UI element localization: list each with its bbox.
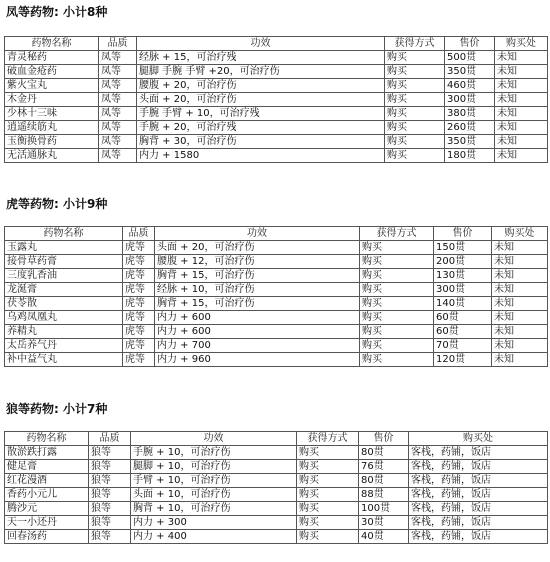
cell-effect: 内力 + 960 (155, 353, 360, 367)
cell-price: 300贯 (445, 93, 495, 107)
cell-price: 60贯 (434, 325, 492, 339)
column-header-method: 获得方式 (360, 227, 434, 241)
cell-price: 150贯 (434, 241, 492, 255)
column-header-quality: 品质 (123, 227, 155, 241)
table-row (5, 297, 548, 311)
cell-shop: 未知 (492, 269, 548, 283)
section-title: 虎等药物: 小计9种 (6, 197, 108, 211)
cell-name: 破血金疮药 (5, 65, 99, 79)
column-header-quality: 品质 (99, 37, 137, 51)
table-row (5, 93, 548, 107)
cell-shop: 未知 (495, 121, 548, 135)
cell-name: 逍遥续筋丸 (5, 121, 99, 135)
column-header-price: 售价 (434, 227, 492, 241)
table-row (5, 283, 548, 297)
cell-method: 购买 (360, 311, 434, 325)
table-hu (4, 226, 548, 367)
cell-quality: 狼等 (89, 502, 131, 516)
column-header-effect: 功效 (131, 432, 297, 446)
cell-quality: 虎等 (123, 269, 155, 283)
cell-price: 80贯 (359, 446, 409, 460)
cell-effect: 手臂 + 10，可治疗伤 (131, 474, 297, 488)
cell-price: 460贯 (445, 79, 495, 93)
cell-shop: 未知 (492, 241, 548, 255)
table-row (5, 530, 548, 544)
cell-shop: 未知 (492, 311, 548, 325)
table-header-row (5, 227, 548, 241)
cell-quality: 虎等 (123, 297, 155, 311)
cell-effect: 经脉 + 10，可治疗伤 (155, 283, 360, 297)
table-feng (4, 36, 548, 163)
cell-name: 三度乳香油 (5, 269, 123, 283)
cell-price: 130贯 (434, 269, 492, 283)
column-header-name: 药物名称 (5, 432, 89, 446)
cell-price: 76贯 (359, 460, 409, 474)
cell-shop: 未知 (492, 297, 548, 311)
cell-name: 木金丹 (5, 93, 99, 107)
cell-name: 太岳养气丹 (5, 339, 123, 353)
table-row (5, 488, 548, 502)
cell-effect: 头面 + 20，可治疗伤 (137, 93, 385, 107)
cell-price: 40贯 (359, 530, 409, 544)
cell-quality: 狼等 (89, 516, 131, 530)
cell-price: 500贯 (445, 51, 495, 65)
cell-method: 购买 (360, 283, 434, 297)
cell-name: 乌鸡凤凰丸 (5, 311, 123, 325)
cell-price: 70贯 (434, 339, 492, 353)
table-header-row (5, 37, 548, 51)
cell-name: 龙涎膏 (5, 283, 123, 297)
cell-price: 80贯 (359, 474, 409, 488)
cell-method: 购买 (360, 241, 434, 255)
cell-quality: 凤等 (99, 135, 137, 149)
cell-quality: 凤等 (99, 121, 137, 135)
cell-name: 养精丸 (5, 325, 123, 339)
cell-price: 100贯 (359, 502, 409, 516)
cell-method: 购买 (385, 79, 445, 93)
cell-name: 天一小还丹 (5, 516, 89, 530)
cell-shop: 客栈，药铺，饭店 (409, 516, 548, 530)
cell-price: 200贯 (434, 255, 492, 269)
cell-effect: 内力 + 700 (155, 339, 360, 353)
cell-shop: 未知 (495, 51, 548, 65)
cell-price: 180贯 (445, 149, 495, 163)
table-row (5, 107, 548, 121)
cell-effect: 胸背 + 15，可治疗伤 (155, 269, 360, 283)
column-header-shop: 购买处 (495, 37, 548, 51)
cell-method: 购买 (360, 269, 434, 283)
cell-method: 购买 (297, 502, 359, 516)
column-header-name: 药物名称 (5, 227, 123, 241)
cell-shop: 未知 (495, 149, 548, 163)
table-row (5, 353, 548, 367)
cell-effect: 内力 + 400 (131, 530, 297, 544)
cell-quality: 凤等 (99, 79, 137, 93)
cell-method: 购买 (360, 297, 434, 311)
table-header-row (5, 432, 548, 446)
table-row (5, 79, 548, 93)
table-row (5, 516, 548, 530)
cell-method: 购买 (297, 516, 359, 530)
cell-price: 30贯 (359, 516, 409, 530)
cell-price: 120贯 (434, 353, 492, 367)
cell-method: 购买 (360, 325, 434, 339)
cell-shop: 客栈，药铺，饭店 (409, 530, 548, 544)
cell-quality: 虎等 (123, 311, 155, 325)
cell-shop: 客栈，药铺，饭店 (409, 488, 548, 502)
cell-effect: 内力 + 1580 (137, 149, 385, 163)
table-lang (4, 431, 548, 544)
cell-shop: 未知 (492, 353, 548, 367)
column-header-effect: 功效 (155, 227, 360, 241)
cell-method: 购买 (360, 353, 434, 367)
cell-shop: 客栈，药铺，饭店 (409, 474, 548, 488)
cell-price: 140贯 (434, 297, 492, 311)
cell-name: 回春汤药 (5, 530, 89, 544)
cell-method: 购买 (297, 460, 359, 474)
table-row (5, 51, 548, 65)
cell-effect: 腰腹 + 20，可治疗伤 (137, 79, 385, 93)
cell-effect: 手腕 + 10，可治疗伤 (131, 446, 297, 460)
cell-quality: 狼等 (89, 460, 131, 474)
cell-quality: 虎等 (123, 283, 155, 297)
cell-shop: 未知 (495, 135, 548, 149)
cell-method: 购买 (385, 65, 445, 79)
column-header-effect: 功效 (137, 37, 385, 51)
cell-name: 红花漫酒 (5, 474, 89, 488)
column-header-shop: 购买处 (409, 432, 548, 446)
cell-effect: 手腕 手臂 + 10，可治疗残 (137, 107, 385, 121)
table-row (5, 460, 548, 474)
table-row (5, 121, 548, 135)
cell-effect: 胸背 + 30，可治疗伤 (137, 135, 385, 149)
cell-effect: 胸背 + 10，可治疗伤 (131, 502, 297, 516)
cell-shop: 客栈，药铺，饭店 (409, 460, 548, 474)
cell-quality: 凤等 (99, 107, 137, 121)
cell-method: 购买 (385, 135, 445, 149)
table-row (5, 325, 548, 339)
table-row (5, 269, 548, 283)
cell-method: 购买 (385, 107, 445, 121)
cell-method: 购买 (385, 121, 445, 135)
cell-method: 购买 (385, 93, 445, 107)
table-row (5, 65, 548, 79)
cell-method: 购买 (385, 149, 445, 163)
cell-method: 购买 (360, 339, 434, 353)
cell-quality: 凤等 (99, 65, 137, 79)
cell-shop: 客栈，药铺，饭店 (409, 502, 548, 516)
cell-method: 购买 (297, 530, 359, 544)
cell-name: 香药小元儿 (5, 488, 89, 502)
cell-method: 购买 (297, 488, 359, 502)
cell-shop: 未知 (495, 65, 548, 79)
cell-name: 少林十三味 (5, 107, 99, 121)
cell-quality: 狼等 (89, 474, 131, 488)
table-row (5, 149, 548, 163)
table-row (5, 446, 548, 460)
cell-quality: 凤等 (99, 93, 137, 107)
cell-quality: 狼等 (89, 488, 131, 502)
cell-method: 购买 (360, 255, 434, 269)
cell-name: 接骨草药膏 (5, 255, 123, 269)
cell-quality: 虎等 (123, 353, 155, 367)
cell-price: 88贯 (359, 488, 409, 502)
table-row (5, 255, 548, 269)
cell-effect: 腿脚 + 10，可治疗伤 (131, 460, 297, 474)
cell-name: 紫火宝丸 (5, 79, 99, 93)
cell-quality: 凤等 (99, 149, 137, 163)
cell-name: 散淤跌打露 (5, 446, 89, 460)
cell-shop: 客栈，药铺，饭店 (409, 446, 548, 460)
column-header-price: 售价 (359, 432, 409, 446)
cell-effect: 内力 + 600 (155, 325, 360, 339)
column-header-quality: 品质 (89, 432, 131, 446)
column-header-price: 售价 (445, 37, 495, 51)
cell-name: 玉衡换骨药 (5, 135, 99, 149)
section-title: 狼等药物: 小计7种 (6, 402, 108, 416)
cell-effect: 头面 + 20，可治疗伤 (155, 241, 360, 255)
cell-method: 购买 (297, 446, 359, 460)
cell-shop: 未知 (495, 107, 548, 121)
cell-shop: 未知 (495, 93, 548, 107)
cell-method: 购买 (297, 474, 359, 488)
cell-price: 300贯 (434, 283, 492, 297)
cell-price: 380贯 (445, 107, 495, 121)
cell-quality: 虎等 (123, 255, 155, 269)
table-row (5, 502, 548, 516)
cell-shop: 未知 (495, 79, 548, 93)
cell-effect: 胸背 + 15，可治疗伤 (155, 297, 360, 311)
cell-effect: 腿脚 手腕 手臂 +20，可治疗伤 (137, 65, 385, 79)
cell-quality: 虎等 (123, 339, 155, 353)
cell-price: 60贯 (434, 311, 492, 325)
cell-price: 350贯 (445, 135, 495, 149)
section-title: 凤等药物: 小计8种 (6, 5, 108, 19)
cell-name: 无活通脉丸 (5, 149, 99, 163)
cell-name: 健足膏 (5, 460, 89, 474)
table-row (5, 339, 548, 353)
column-header-method: 获得方式 (297, 432, 359, 446)
cell-shop: 未知 (492, 255, 548, 269)
cell-shop: 未知 (492, 339, 548, 353)
cell-shop: 未知 (492, 283, 548, 297)
column-header-name: 药物名称 (5, 37, 99, 51)
cell-effect: 头面 + 10，可治疗伤 (131, 488, 297, 502)
cell-name: 补中益气丸 (5, 353, 123, 367)
cell-effect: 内力 + 300 (131, 516, 297, 530)
table-row (5, 474, 548, 488)
column-header-shop: 购买处 (492, 227, 548, 241)
cell-effect: 内力 + 600 (155, 311, 360, 325)
cell-quality: 狼等 (89, 446, 131, 460)
cell-effect: 腰腹 + 12，可治疗伤 (155, 255, 360, 269)
cell-name: 腾沙元 (5, 502, 89, 516)
cell-name: 青灵秘药 (5, 51, 99, 65)
cell-name: 玉露丸 (5, 241, 123, 255)
table-row (5, 135, 548, 149)
cell-quality: 虎等 (123, 241, 155, 255)
table-row (5, 311, 548, 325)
cell-name: 茯苓散 (5, 297, 123, 311)
cell-shop: 未知 (492, 325, 548, 339)
column-header-method: 获得方式 (385, 37, 445, 51)
table-row (5, 241, 548, 255)
cell-quality: 凤等 (99, 51, 137, 65)
cell-effect: 手腕 + 20，可治疗残 (137, 121, 385, 135)
cell-method: 购买 (385, 51, 445, 65)
cell-quality: 虎等 (123, 325, 155, 339)
cell-price: 260贯 (445, 121, 495, 135)
cell-effect: 经脉 + 15，可治疗残 (137, 51, 385, 65)
cell-price: 350贯 (445, 65, 495, 79)
cell-quality: 狼等 (89, 530, 131, 544)
